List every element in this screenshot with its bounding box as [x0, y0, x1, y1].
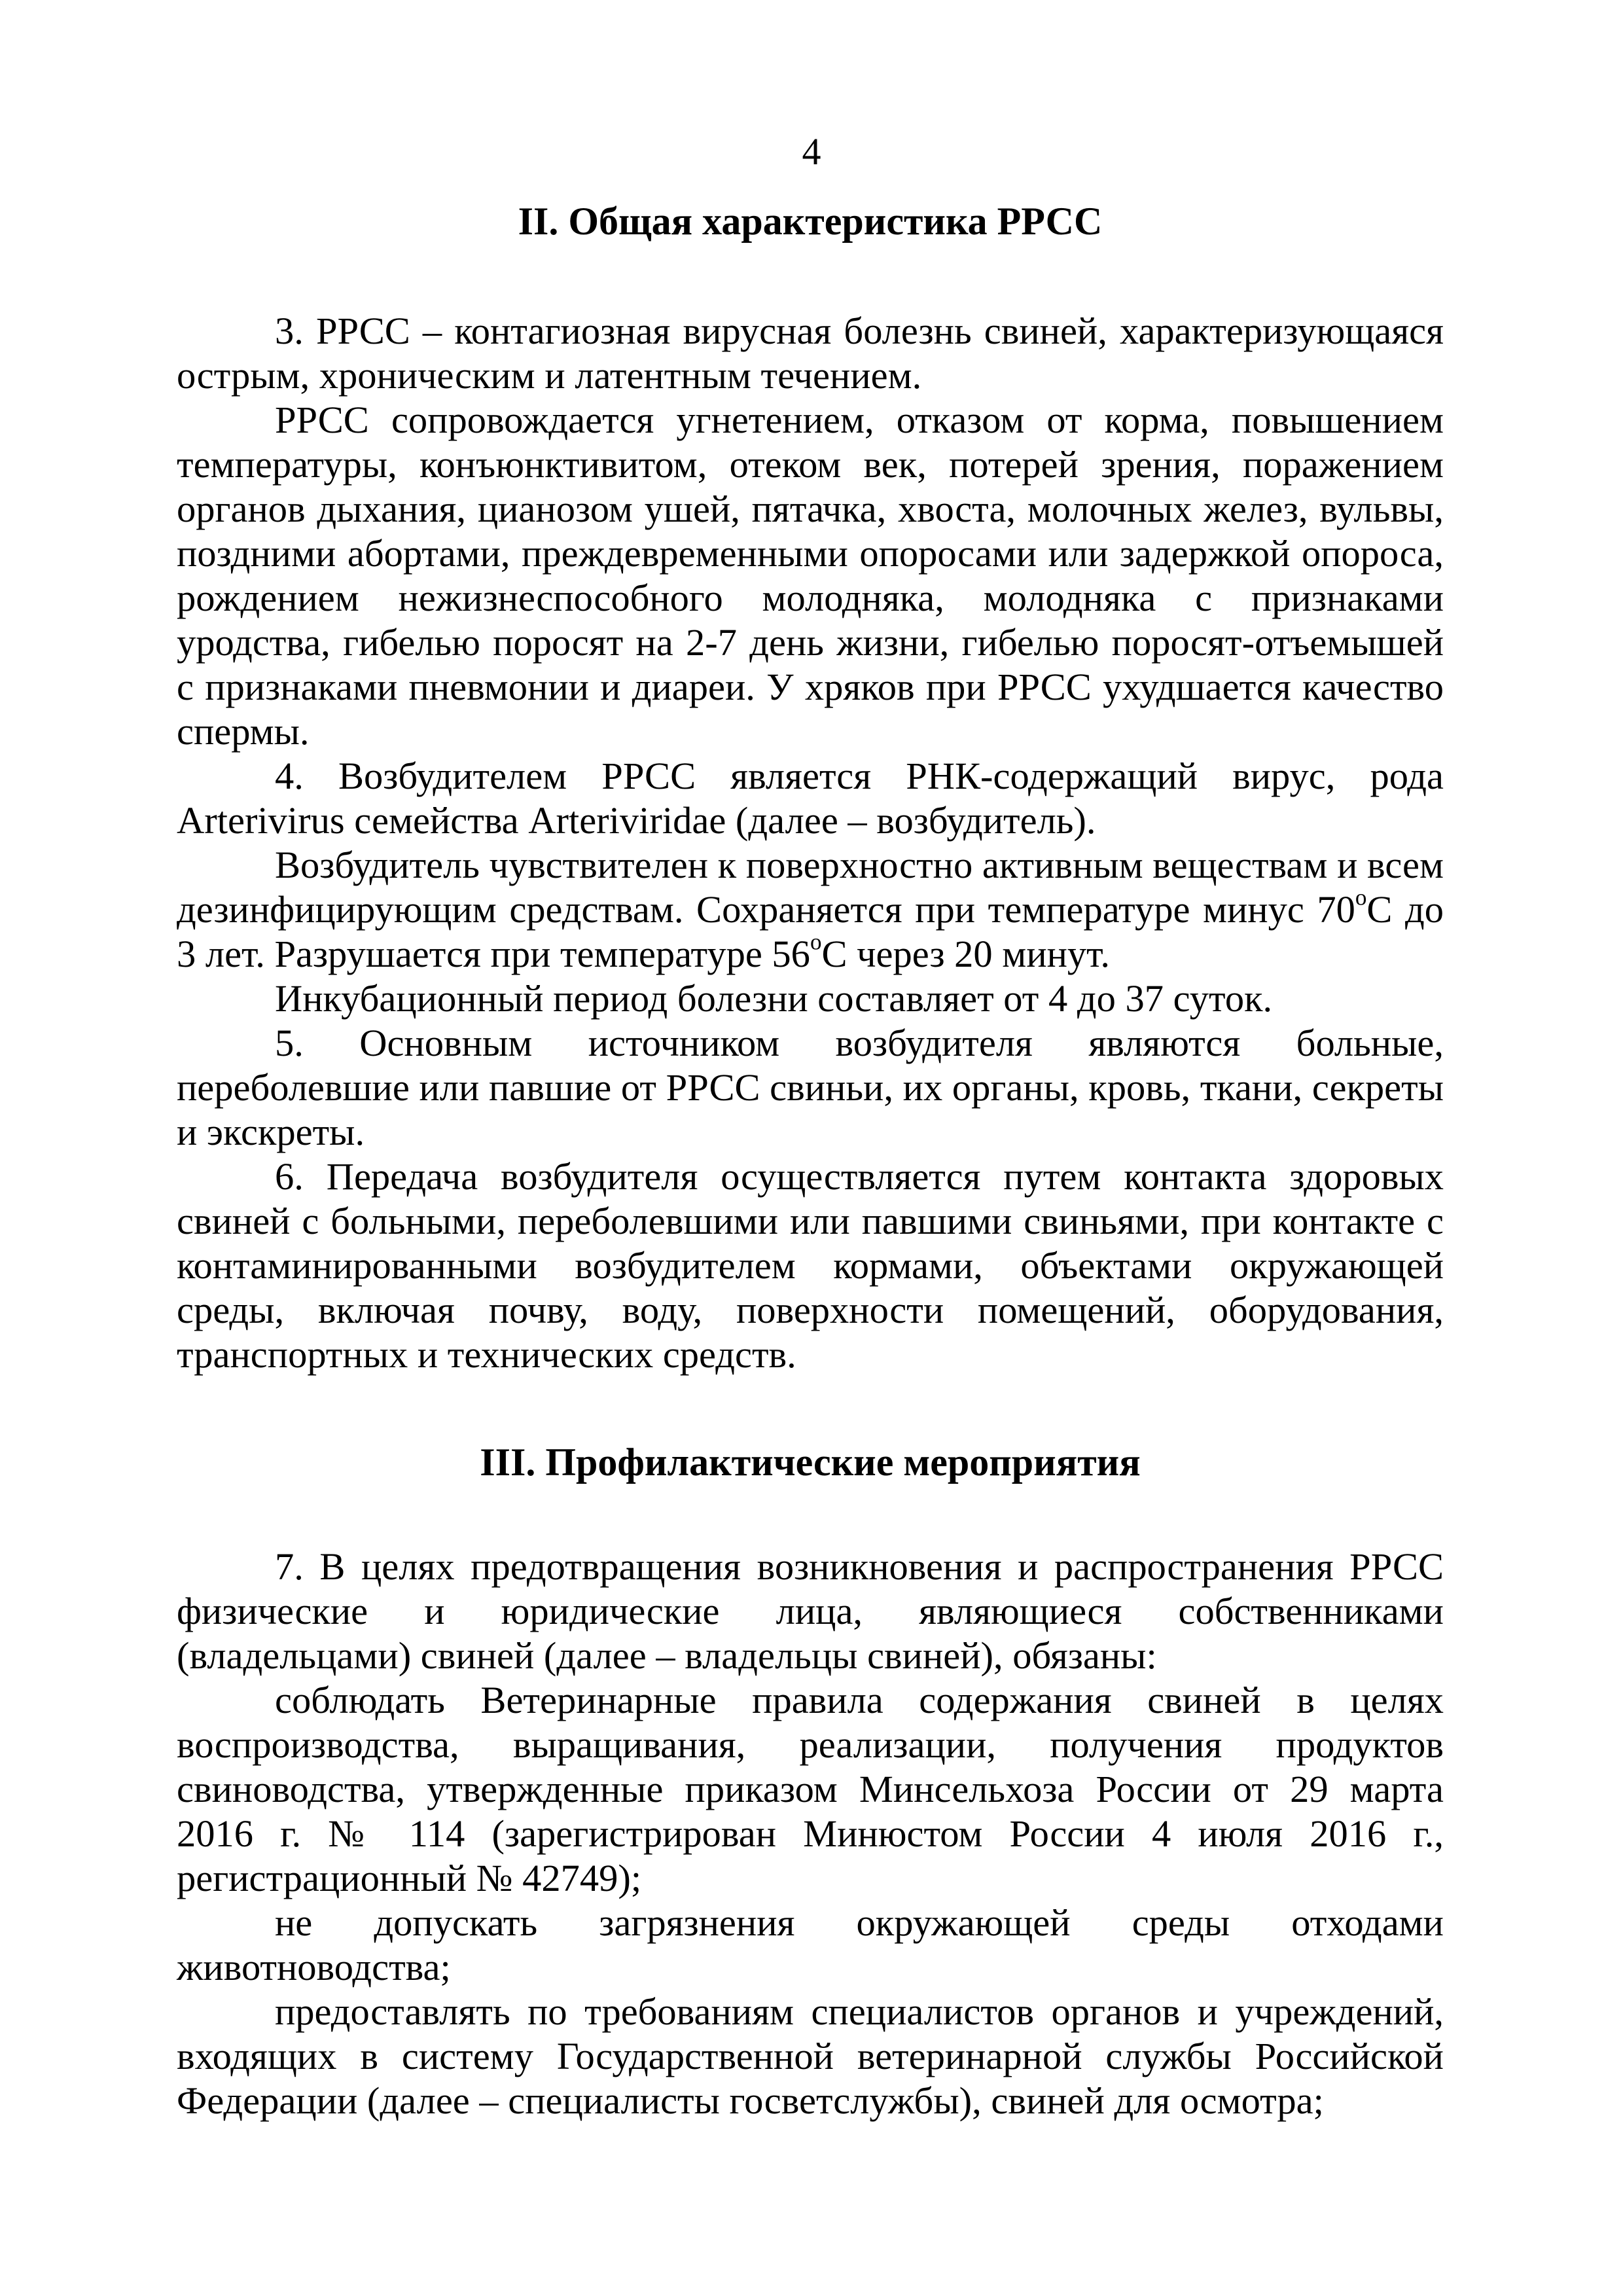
paragraph-7: 7. В целях предотвращения возникновения и распространения РРСС физические и юридические лица, являющиеся собственниками (владельцами) свиней (далее – владельцы свиней), обязаны:: [177, 1545, 1444, 1677]
paragraph-3: 3. РРСС – контагиозная вирусная болезнь свиней, характеризующаяся острым, хроническим и латентным течением.: [177, 310, 1444, 397]
resistance-text-3: С через 20 минут.: [821, 933, 1110, 975]
paragraph-provide-pigs: предоставлять по требованиям специалистов органов и учреждений, входящих в систему Государственной ветеринарной службы Российской Федерации (далее – специалисты госветслужбы), свиней для осмотра;: [177, 1990, 1444, 2122]
document-body: [177, 199, 1444, 2123]
resistance-text-2: С до 3 лет. Разрушается при температуре 56: [177, 888, 1444, 975]
page-number: 4: [802, 130, 821, 173]
paragraph-symptoms: РРСС сопровождается угнетением, отказом от корма, повышением температуры, конъюнктивитом, отеком век, потерей зрения, поражением органов дыхания, цианозом ушей, пятачка, хвоста, молочных желез, вульвы, поздними абортами, преждевременными опоросами или задержкой опороса, рождением нежизнеспособного молодняка, молодняка с признаками уродства, гибелью поросят на 2-7 день жизни, гибелью поросят-отъемышей с признаками пневмонии и диареи. У хряков при РРСС ухудшается качество спермы.: [177, 399, 1444, 753]
paragraph-5: 5. Основным источником возбудителя являются больные, переболевшие или павшие от РРСС свиньи, их органы, кровь, ткани, секреты и экскреты.: [177, 1022, 1444, 1153]
degree-sign: о: [810, 929, 822, 955]
paragraph-6: 6. Передача возбудителя осуществляется путем контакта здоровых свиней с больными, переболевшими или павшими свиньями, при контакте с контаминированными возбудителем кормами, объектами окружающей среды, включая почву, воду, поверхности помещений, оборудования, транспортных и технических средств.: [177, 1155, 1444, 1376]
section-2-heading: II. Общая характеристика РРСС: [518, 200, 1103, 243]
degree-sign: о: [1355, 884, 1367, 910]
paragraph-comply-rules: соблюдать Ветеринарные правила содержания свиней в целях воспроизводства, выращивания, реализации, получения продуктов свиноводства, утвержденные приказом Минсельхоза России от 29 марта 2016 г. № 114 (зарегистрирован Минюстом России 4 июля 2016 г., регистрационный № 42749);: [177, 1679, 1444, 1899]
paragraph-resistance: [177, 843, 1444, 977]
section-3-heading: III. Профилактические мероприятия: [480, 1441, 1141, 1484]
paragraph-4: 4. Возбудителем РРСС является РНК-содержащий вирус, рода Arterivirus семейства Arteriviridae (далее – возбудитель).: [177, 755, 1444, 842]
paragraph-incubation: Инкубационный период болезни составляет от 4 до 37 суток.: [275, 977, 1273, 1020]
paragraph-no-pollution: не допускать загрязнения окружающей среды отходами животноводства;: [177, 1901, 1444, 1988]
resistance-text-1: Возбудитель чувствителен к поверхностно активным веществам и всем дезинфицирующим средствам. Сохраняется при температуре минус 70: [177, 844, 1444, 931]
